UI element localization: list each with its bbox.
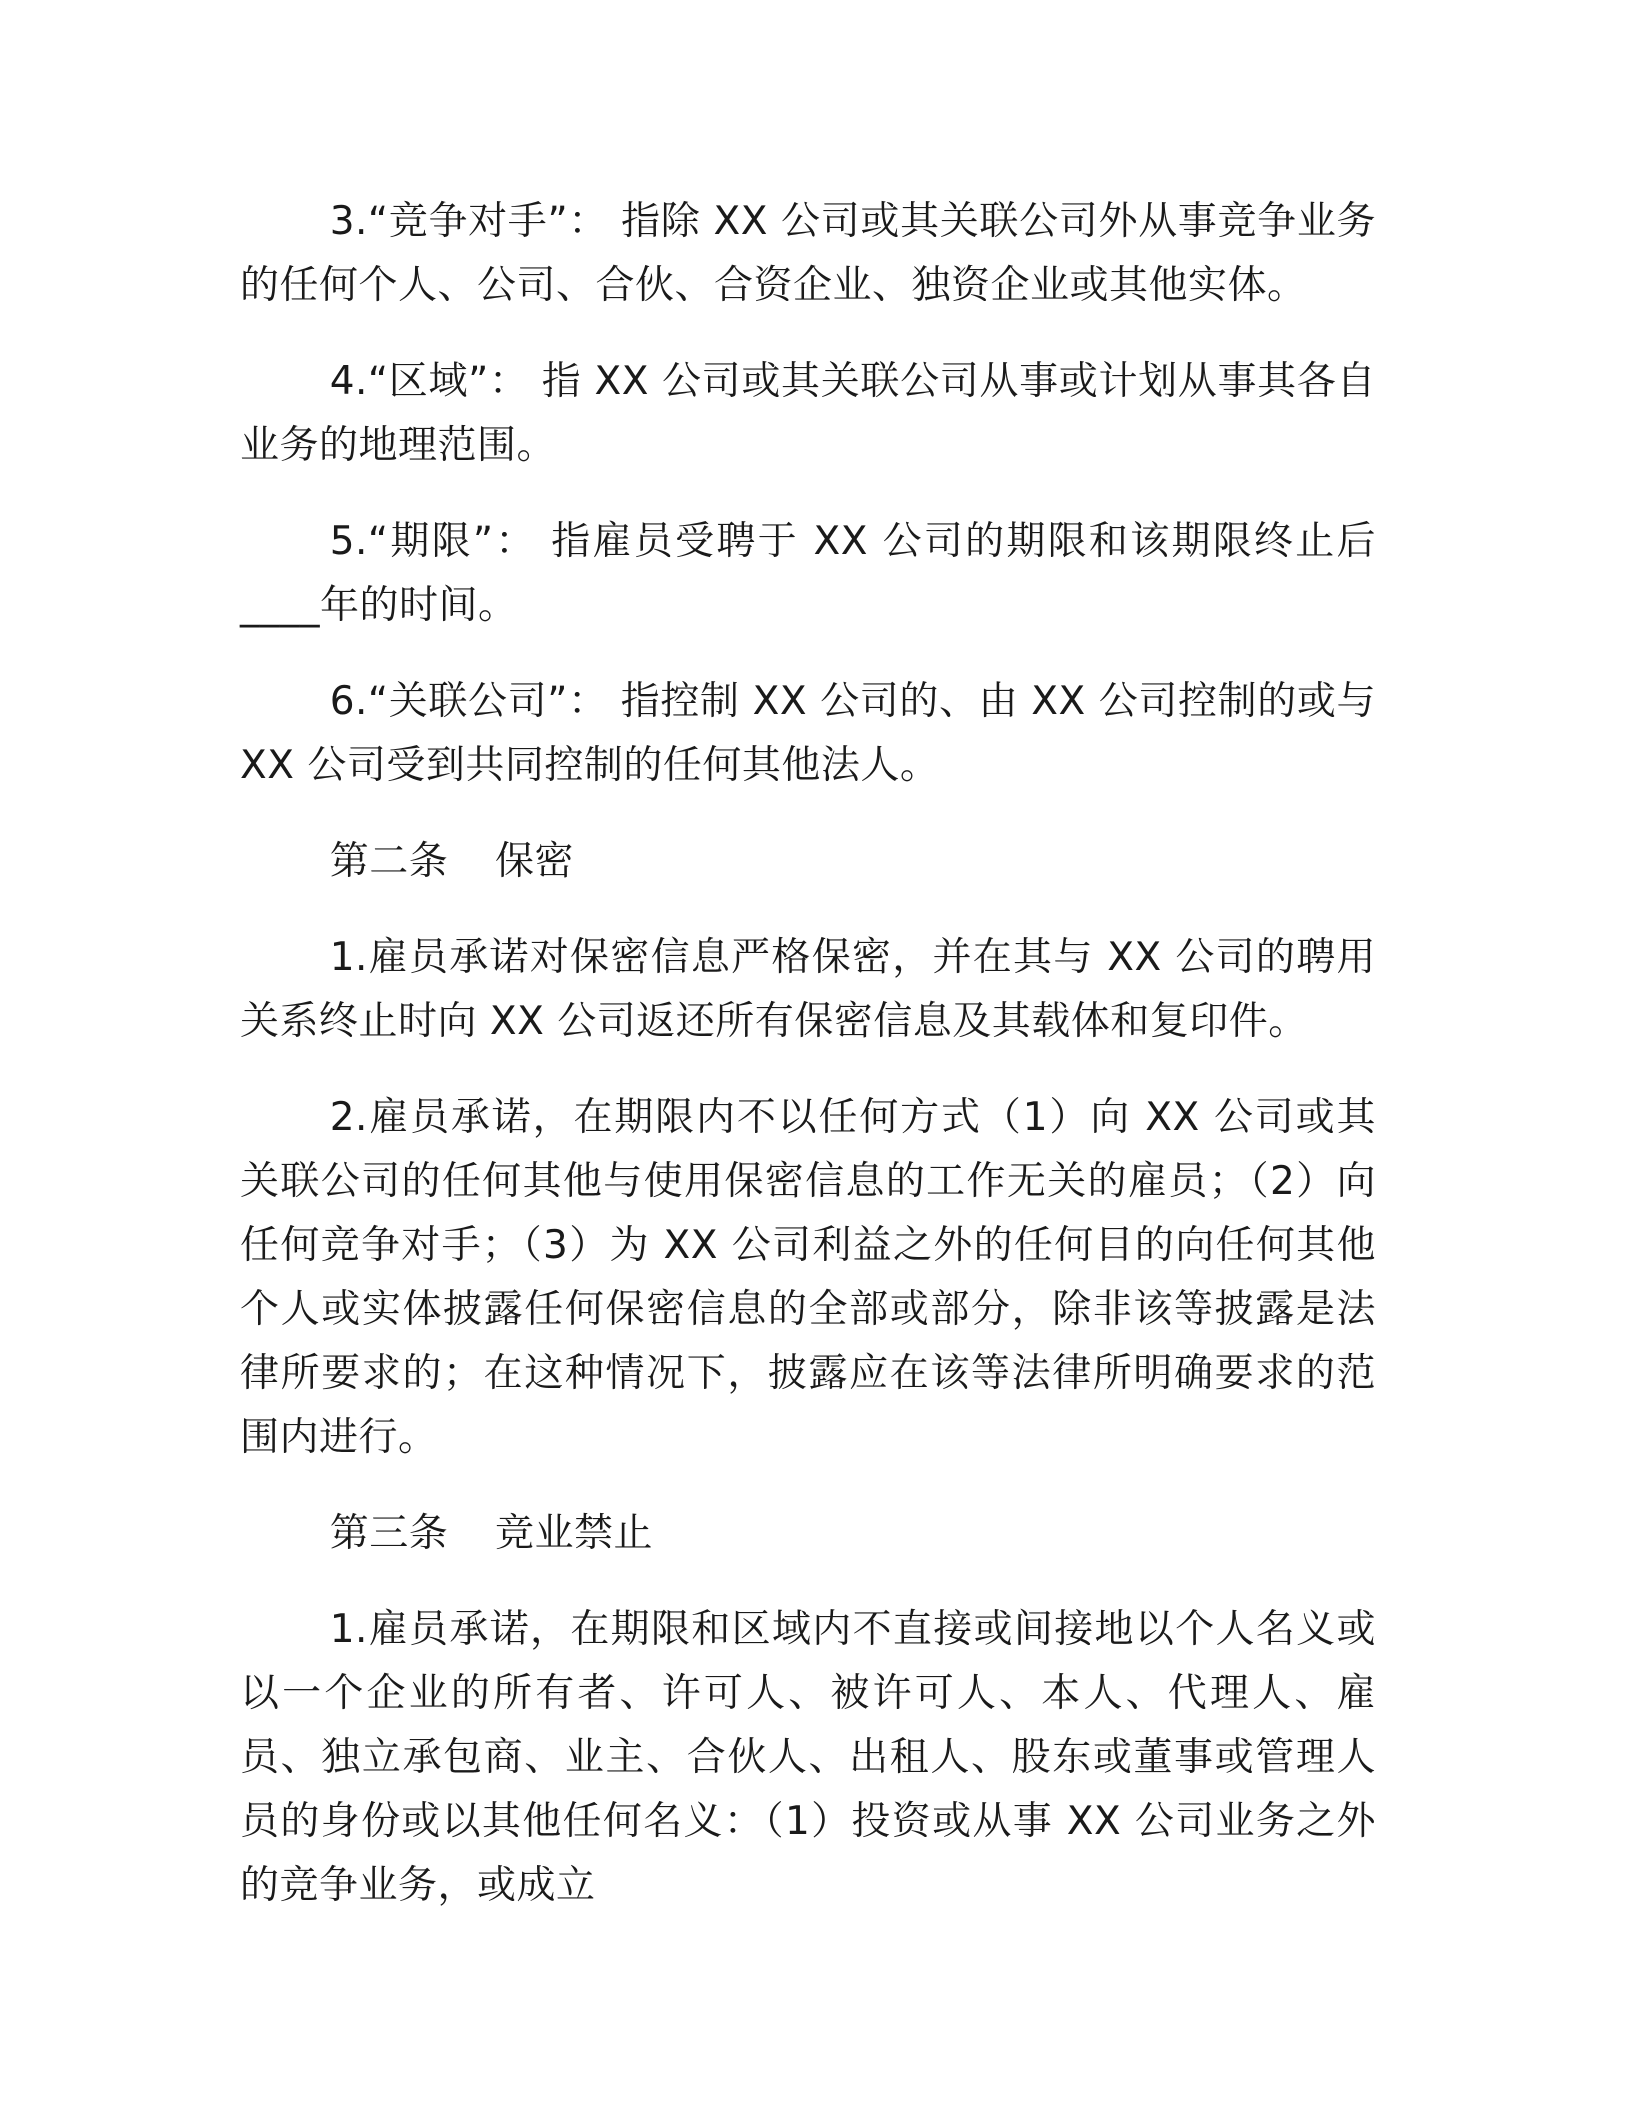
article-title: 保密 [495,839,575,884]
clause-definition-competitor: 3.“竞争对手”： 指除 XX 公司或其关联公司外从事竞争业务的任何个人、公司、合伙、合资企业、独资企业或其他实体。 [240,199,1376,308]
article-number: 第二条 [329,839,449,884]
clause-confidentiality-2: 2.雇员承诺，在期限内不以任何方式（1）向 XX 公司或其关联公司的任何其他与使用保密信息的工作无关的雇员；（2）向任何竞争对手；（3）为 XX 公司利益之外的任何目的向任何其他个人或实体披露任何保密信息的全部或部分，除非该等披露是法律所要求的；在这种情况下，披露应在该等法律所明确要求的范围内进行。 [240,1095,1376,1460]
article-heading-confidentiality [240,830,1376,894]
article-heading-non-compete [240,1502,1376,1566]
clause-definition-region: 4.“区域”： 指 XX 公司或其关联公司从事或计划从事其各自业务的地理范围。 [240,359,1376,468]
clause-definition-term: 5.“期限”： 指雇员受聘于 XX 公司的期限和该期限终止后____年的时间。 [240,519,1376,628]
clause-confidentiality-1: 1.雇员承诺对保密信息严格保密，并在其与 XX 公司的聘用关系终止时向 XX 公司返还所有保密信息及其载体和复印件。 [240,935,1376,1044]
article-title: 竞业禁止 [495,1511,654,1556]
document-body [240,190,1376,1950]
clause-definition-affiliate: 6.“关联公司”： 指控制 XX 公司的、由 XX 公司控制的或与 XX 公司受到共同控制的任何其他法人。 [240,679,1376,788]
clause-non-compete-1: 1.雇员承诺，在期限和区域内不直接或间接地以个人名义或以一个企业的所有者、许可人、被许可人、本人、代理人、雇员、独立承包商、业主、合伙人、出租人、股东或董事或管理人员的身份或以其他任何名义：（1）投资或从事 XX 公司业务之外的竞争业务，或成立 [240,1607,1376,1908]
article-number: 第三条 [329,1511,449,1556]
